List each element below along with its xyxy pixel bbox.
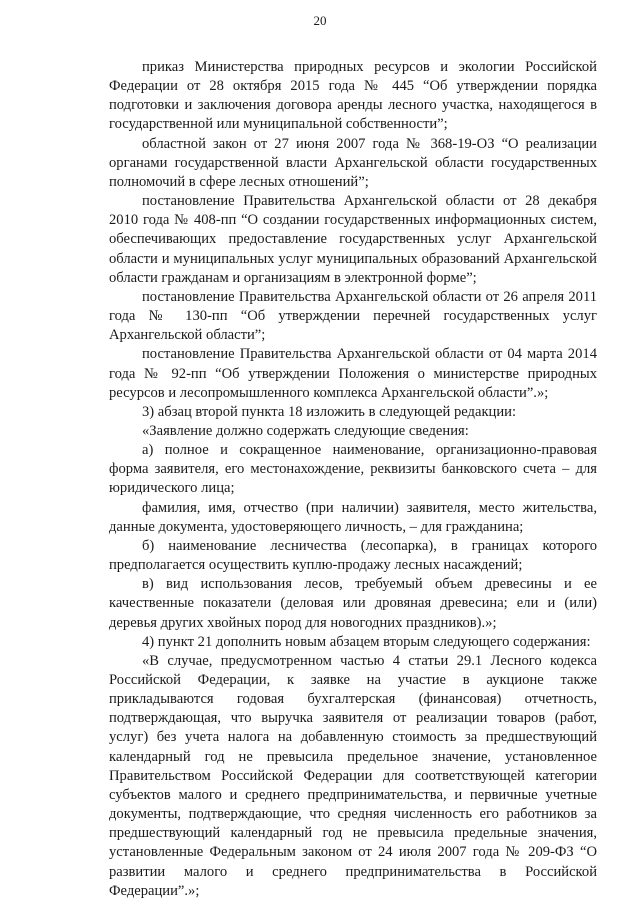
paragraph-application-contents: «Заявление должно содержать следующие сведения: bbox=[142, 422, 469, 439]
paragraph-subitem-a: а) полное и сокращенное наименование, организационно-правовая форма заявителя, его местонахождение, реквизиты банковского счета – для юридического лица; bbox=[109, 442, 597, 497]
document-body bbox=[109, 58, 597, 901]
paragraph-citizen-data: фамилия, имя, отчество (при наличии) заявителя, место жительства, данные документа, удостоверяющего личность, – для гражданина; bbox=[109, 499, 597, 535]
paragraph-regional-law-368: областной закон от 27 июня 2007 года № 368-19-ОЗ “О реализации органами государственной власти Архангельской области государственных полномочий в сфере лесных отношений”; bbox=[109, 135, 597, 190]
paragraph-subitem-b: б) наименование лесничества (лесопарка), в границах которого предполагается осуществить куплю-продажу лесных насаждений; bbox=[109, 537, 597, 574]
paragraph-resolution-408: постановление Правительства Архангельской области от 28 декабря 2010 года № 408-пп “О создании государственных информационных систем, обеспечивающих предоставление государственных услуг Архангельской области и муниципальных услуг муниципальных образований Архангельской области гражданам и организациям в электронной форме”; bbox=[109, 193, 597, 286]
paragraph-item-4: 4) пункт 21 дополнить новым абзацем вторым следующего содержания: bbox=[142, 633, 591, 650]
paragraph-new-clause: «В случае, предусмотренном частью 4 статьи 29.1 Лесного кодекса Российской Федерации, к заявке на участие в аукционе также прикладываются годовая бухгалтерская (финансовая) отчетность, подтверждающая, что выручка заявителя от реализации товаров (работ, услуг) без учета налога на добавленную стоимость за предшествующий календарный год не превысила предельное значение, установленное Правительством Российской Федерации для соответствующей категории субъектов малого и среднего предпринимательства, и первичные учетные документы, подтверждающие, что средняя численность его работников за предшествующий календарный год не превысила предельные значения, установленные Федеральным законом от 24 июля 2007 года № 209-ФЗ “О развитии малого и среднего предпринимательства в Российской Федерации”.»; bbox=[109, 652, 597, 899]
page-number: 20 bbox=[313, 13, 327, 28]
paragraph-resolution-92: постановление Правительства Архангельской области от 04 марта 2014 года № 92-пп “Об утверждении Положения о министерстве природных ресурсов и лесопромышленного комплекса Архангельской области”.»; bbox=[109, 346, 597, 401]
paragraph-subitem-v: в) вид использования лесов, требуемый объем древесины и ее качественные показатели (деловая или дровяная древесина; ели и (или) деревья других хвойных пород для новогодних праздников).»; bbox=[109, 576, 597, 631]
paragraph-resolution-130: постановление Правительства Архангельской области от 26 апреля 2011 года № 130-пп “Об утверждении перечней государственных услуг Архангельской области”; bbox=[109, 288, 597, 344]
paragraph-order-445: приказ Министерства природных ресурсов и экологии Российской Федерации от 28 октября 2015 года № 445 “Об утверждении порядка подготовки и заключения договора аренды лесного участка, находящегося в государственной или муниципальной собственности”; bbox=[109, 59, 597, 133]
paragraph-item-3: 3) абзац второй пункта 18 изложить в следующей редакции: bbox=[142, 403, 517, 420]
